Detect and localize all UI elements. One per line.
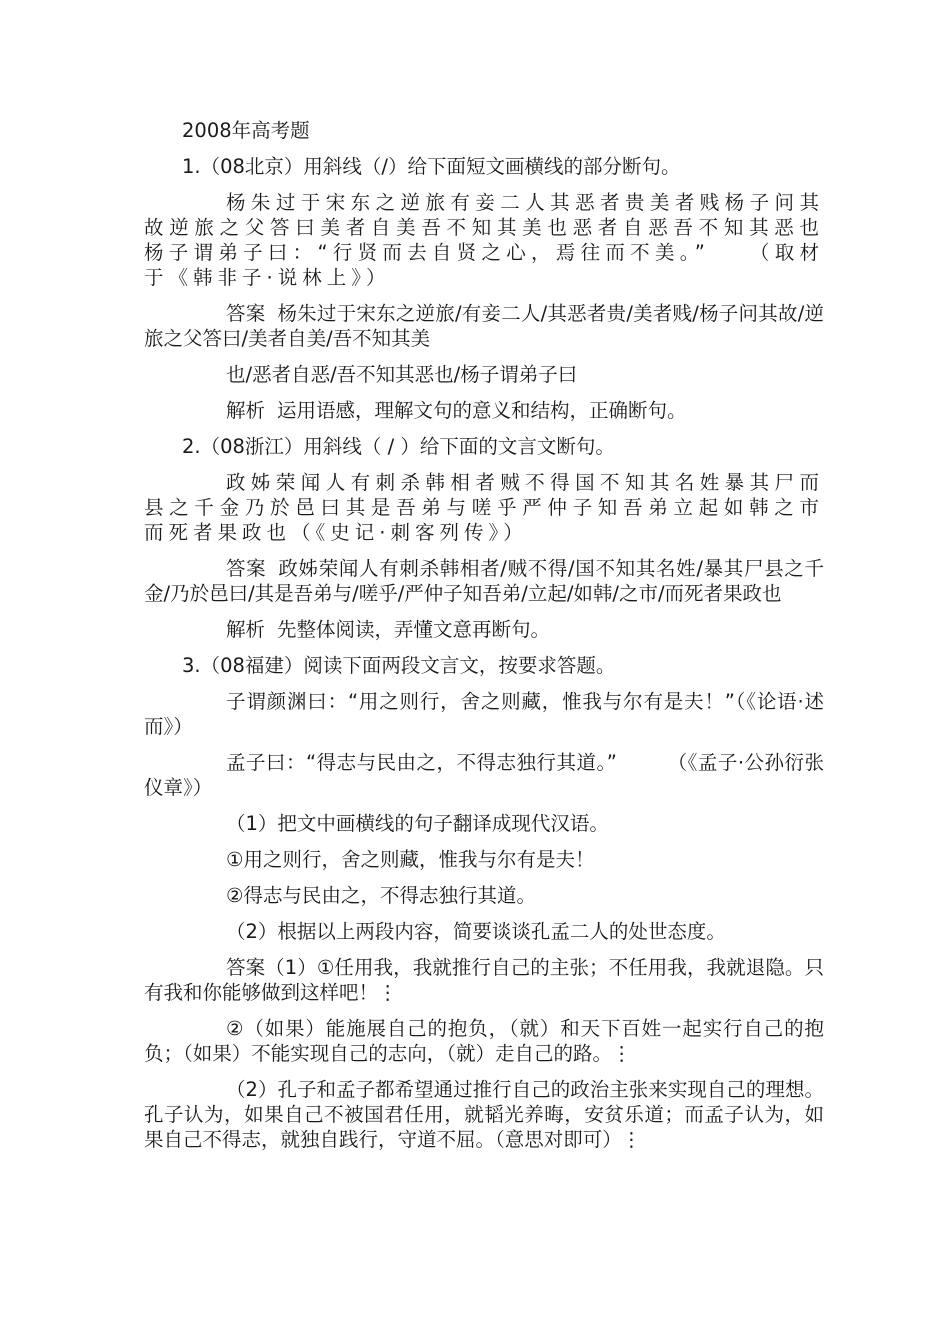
q3-heading: 3.（08福建）阅读下面两段文言文，按要求答题。 — [182, 654, 616, 677]
q3-sub2: （2）根据以上两段内容，简要谈谈孔孟二人的处世态度。 — [226, 920, 726, 943]
q3-answer-2: ②（如果）能施展自己的抱负，（就）和天下百姓一起实行自己的抱负；（如果）不能实现自己的志向，（就）走自己的路。⋮ — [144, 1017, 824, 1065]
q1-heading: 1.（08北京）用斜线（/）给下面短文画横线的部分断句。 — [182, 155, 681, 178]
q1-passage: 杨朱过于宋东之逆旅有妾二人其恶者贵美者贱杨子问其故逆旅之父答曰美者自美吾不知其美也恶者自恶吾不知其恶也杨子谓弟子曰：“行贤而去自贤之心，焉往而不美。” （取材于《韩非子·说林上》） — [144, 191, 824, 289]
q1-analysis — [144, 398, 824, 423]
q3-answer-1: 答案（1）①任用我，我就推行自己的主张；不任用我，我就退隐。只有我和你能够做到这样吧！⋮ — [144, 956, 824, 1004]
q2-analysis — [144, 617, 824, 642]
q3-sentence-2: ②得志与民由之，不得志独行其道。 — [226, 884, 536, 907]
q2-passage: 政姊荣闻人有刺杀韩相者贼不得国不知其名姓暴其尸而县之千金乃於邑曰其是吾弟与嗟乎严仲子知吾弟立起如韩之市而死者果政也（《史记·刺客列传》） — [144, 471, 824, 544]
q1-answer-cont: 也/恶者自恶/吾不知其恶也/杨子谓弟子曰 — [226, 363, 578, 386]
document-page — [144, 118, 824, 1163]
q2-analysis-text: 先整体阅读，弄懂文意再断句。 — [277, 618, 551, 641]
page-title: 2008年高考题 — [182, 119, 310, 142]
answer-label: 答案 — [226, 302, 266, 325]
q3-sentence-1: ①用之则行，舍之则藏，惟我与尔有是夫！ — [226, 848, 595, 871]
analysis-label: 解析 — [226, 618, 266, 641]
q1-answer — [144, 301, 824, 351]
q1-answer-text: 杨朱过于宋东之逆旅/有妾二人/其恶者贵/美者贱/杨子问其故/逆旅之父答曰/美者自美/吾不知其美 — [144, 302, 824, 350]
q2-answer — [144, 556, 824, 606]
analysis-label: 解析 — [226, 399, 266, 422]
q3-text1: 子谓颜渊曰：“用之则行，舍之则藏，惟我与尔有是夫！”（《论语·述而》） — [144, 690, 824, 738]
q3-text2: 孟子曰：“得志与民由之，不得志独行其道。” （《孟子·公孙衍张仪章》） — [144, 751, 824, 799]
answer-label: 答案 — [226, 557, 267, 580]
q3-sub1: （1）把文中画横线的句子翻译成现代汉语。 — [226, 812, 609, 835]
q1-analysis-text: 运用语感，理解文句的意义和结构，正确断句。 — [277, 399, 687, 422]
q2-heading: 2.（08浙江）用斜线（ / ）给下面的文言文断句。 — [182, 435, 615, 458]
q2-answer-text: 政姊荣闻人有刺杀韩相者/贼不得/国不知其名姓/暴其尸县之千金/乃於邑曰/其是吾弟与/嗟乎/严仲子知吾弟/立起/如韩/之市/而死者果政也 — [144, 557, 824, 605]
q3-answer-3: （2）孔子和孟子都希望通过推行自己的政治主张来实现自己的理想。孔子认为，如果自己不被国君任用，就韬光养晦，安贫乐道；而孟子认为，如果自己不得志，就独自践行，守道不屈。（意思对即可）⋮ — [144, 1078, 824, 1151]
